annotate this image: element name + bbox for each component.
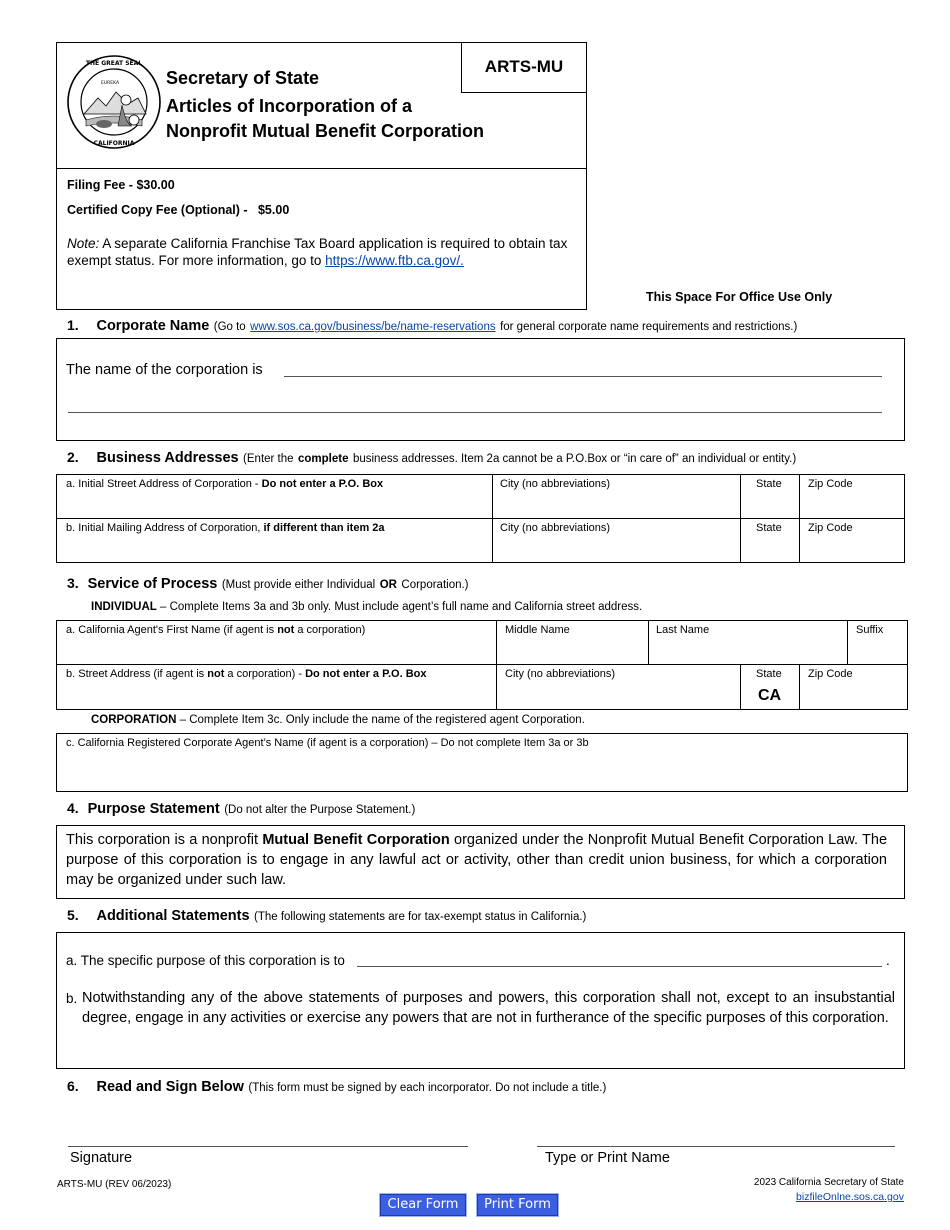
corporation-bold: CORPORATION	[91, 714, 177, 726]
section2-note-bold: complete	[298, 453, 349, 465]
specific-purpose-label: a. The specific purpose of this corporation is to	[66, 953, 345, 968]
agent-street-bold2: Do not enter a P.O. Box	[305, 668, 427, 680]
mailing-state-label[interactable]: State	[756, 522, 782, 534]
signature-label: Signature	[70, 1150, 133, 1166]
purpose-statement-text	[66, 830, 887, 890]
section2-num: 2.	[67, 449, 79, 465]
section6-heading	[67, 1078, 606, 1096]
note-label: Note:	[67, 236, 100, 251]
print-form-button[interactable]: Print Form	[477, 1194, 558, 1216]
agent-state-label[interactable]: State	[756, 668, 782, 680]
section2-col-city	[492, 474, 493, 563]
section3-heading	[67, 575, 469, 593]
section2-title: Business Addresses	[96, 450, 239, 466]
section4-heading	[67, 800, 415, 818]
corporation-instruction	[91, 714, 585, 726]
street-address-bold: Do not enter a P.O. Box	[261, 478, 384, 490]
section3-title: Service of Process	[87, 576, 218, 592]
section2-col-state	[740, 474, 741, 563]
agent-state-value[interactable]: CA	[758, 687, 782, 704]
filing-fee: Filing Fee - $30.00	[67, 178, 175, 192]
section1-heading	[67, 317, 797, 335]
section3-note-suffix: Corporation.)	[401, 579, 469, 591]
certified-copy-label: Certified Copy Fee (Optional) -	[67, 203, 248, 217]
section1-note-prefix: (Go to	[213, 321, 246, 333]
street-city-label[interactable]: City (no abbreviations)	[500, 478, 611, 490]
bizfile-link[interactable]: bizfileOnlne.sos.ca.gov	[796, 1191, 904, 1203]
california-seal-icon	[66, 54, 162, 150]
purpose-prefix: This corporation is a nonprofit	[66, 832, 259, 848]
ftb-link[interactable]: https://www.ftb.ca.gov/.	[325, 253, 464, 268]
section3-col-zip	[799, 664, 800, 710]
section1-box	[56, 338, 905, 441]
agent-city-label[interactable]: City (no abbreviations)	[505, 668, 616, 680]
mailing-address-cell[interactable]	[66, 522, 385, 534]
individual-text: – Complete Items 3a and 3b only. Must include agent’s full name and California street address.	[160, 601, 643, 613]
section2-col-zip	[799, 474, 800, 563]
form-revision: ARTS-MU (REV 06/2023)	[57, 1179, 172, 1190]
agent-street-bold1: not	[207, 668, 225, 680]
agent-street-mid: a corporation) -	[227, 668, 303, 680]
section5-heading	[67, 907, 586, 925]
section6-note: (This form must be signed by each incorporator. Do not include a title.)	[248, 1082, 607, 1094]
clear-form-button[interactable]: Clear Form	[380, 1194, 466, 1216]
copyright: 2023 California Secretary of State	[753, 1177, 904, 1188]
note-text: A separate California Franchise Tax Board application is required to obtain tax exempt status. For more information, go to	[67, 236, 568, 268]
agent-middle-name-label[interactable]: Middle Name	[505, 624, 570, 636]
section4-num: 4.	[67, 800, 79, 816]
svg-text:THE GREAT SEAL: THE GREAT SEAL	[85, 60, 143, 67]
agent-suffix-label[interactable]: Suffix	[856, 624, 884, 636]
section6-num: 6.	[67, 1078, 79, 1094]
section1-num: 1.	[67, 317, 79, 333]
print-name-line[interactable]	[537, 1146, 895, 1147]
form-title-line2: Nonprofit Mutual Benefit Corporation	[166, 121, 484, 141]
section5-title: Additional Statements	[96, 908, 250, 924]
section3-note-prefix: (Must provide either Individual	[221, 579, 376, 591]
section6-title: Read and Sign Below	[96, 1079, 244, 1095]
specific-purpose-field[interactable]	[357, 966, 882, 967]
purpose-bold: Mutual Benefit Corporation	[262, 832, 450, 848]
agent-zip-label[interactable]: Zip Code	[808, 668, 853, 680]
section1-note-suffix: for general corporate name requirements and restrictions.)	[500, 321, 798, 333]
section5-num: 5.	[67, 907, 79, 923]
street-state-label[interactable]: State	[756, 478, 782, 490]
ftb-note	[67, 235, 579, 269]
section5-note: (The following statements are for tax-exempt status in California.)	[254, 911, 587, 923]
corporate-name-field[interactable]	[288, 360, 878, 376]
form-id: ARTS-MU	[484, 57, 564, 76]
street-address-cell[interactable]	[66, 478, 383, 490]
mailing-city-label[interactable]: City (no abbreviations)	[500, 522, 611, 534]
street-address-label: a. Initial Street Address of Corporation -	[66, 478, 259, 490]
individual-bold: INDIVIDUAL	[91, 601, 157, 613]
section3-num: 3.	[67, 575, 79, 591]
svg-text:CALIFORNIA: CALIFORNIA	[93, 140, 135, 147]
form-title-line1: Articles of Incorporation of a	[166, 96, 413, 116]
street-zip-label[interactable]: Zip Code	[808, 478, 853, 490]
header-divider	[56, 168, 587, 169]
section4-title: Purpose Statement	[87, 801, 220, 817]
item-b-text: Notwithstanding any of the above statements of purposes and powers, this corporation shall not, except to an insubstantial degree, engage in any activities or exercise any powers that are not in furtherance of the specific purposes of this corporation.	[82, 990, 895, 1026]
section3-col-suffix	[847, 620, 848, 664]
section3-col-middle	[496, 620, 497, 710]
agent-street-cell[interactable]	[66, 668, 427, 680]
certified-copy-fee	[67, 203, 289, 217]
agent-street-prefix: b. Street Address (if agent is	[66, 668, 205, 680]
corporate-name-field-line1[interactable]	[284, 376, 882, 377]
signature-line[interactable]	[68, 1146, 468, 1147]
item-b-marker: b.	[66, 991, 78, 1006]
corporation-text: – Complete Item 3c. Only include the name of the registered agent Corporation.	[179, 714, 585, 726]
section4-note: (Do not alter the Purpose Statement.)	[224, 804, 416, 816]
agent-first-name-prefix: a. California Agent's First Name (if agent is	[66, 624, 275, 636]
agency-name: Secretary of State	[166, 68, 320, 88]
corporate-agent-label: c. California Registered Corporate Agent’s Name (if agent is a corporation) – Do not complete Item 3a or 3b	[66, 737, 589, 749]
agent-first-name-suffix: a corporation)	[297, 624, 366, 636]
section2-note-prefix: (Enter the	[243, 453, 294, 465]
purpose-suffix: organized under the Nonprofit Mutual Benefit Corporation Law. The purpose of this corporation is to engage in any lawful act or activity, other than credit union business, for which a corporation may be organized under such law.	[66, 832, 888, 888]
agent-last-name-label[interactable]: Last Name	[656, 624, 710, 636]
section3-col-state	[740, 664, 741, 710]
section1-title: Corporate Name	[96, 318, 210, 334]
specific-purpose-period: .	[886, 953, 890, 968]
section3-note-bold: OR	[379, 579, 397, 591]
corporate-name-field-line2[interactable]	[68, 412, 882, 413]
svg-text:EUREKA: EUREKA	[100, 81, 120, 86]
print-name-label: Type or Print Name	[545, 1150, 670, 1166]
name-reservations-link[interactable]: www.sos.ca.gov/business/be/name-reservations	[250, 321, 496, 333]
section2-row-divider	[56, 518, 905, 519]
section2-heading	[67, 449, 796, 467]
mailing-address-bold: if different than item 2a	[263, 522, 385, 534]
mailing-zip-label[interactable]: Zip Code	[808, 522, 853, 534]
office-use-label: This Space For Office Use Only	[646, 290, 833, 304]
section3-row-divider	[56, 664, 908, 665]
corporate-name-label: The name of the corporation is	[66, 362, 263, 378]
section2-note-suffix: business addresses. Item 2a cannot be a P.O.Box or “in care of” an individual or entity.)	[352, 453, 797, 465]
agent-first-name-bold: not	[277, 624, 295, 636]
agent-first-name-cell[interactable]	[66, 624, 365, 636]
individual-instruction	[91, 601, 642, 613]
certified-copy-amount: $5.00	[257, 203, 290, 217]
mailing-address-label: b. Initial Mailing Address of Corporation,	[66, 522, 261, 534]
section3-col-last	[648, 620, 649, 664]
